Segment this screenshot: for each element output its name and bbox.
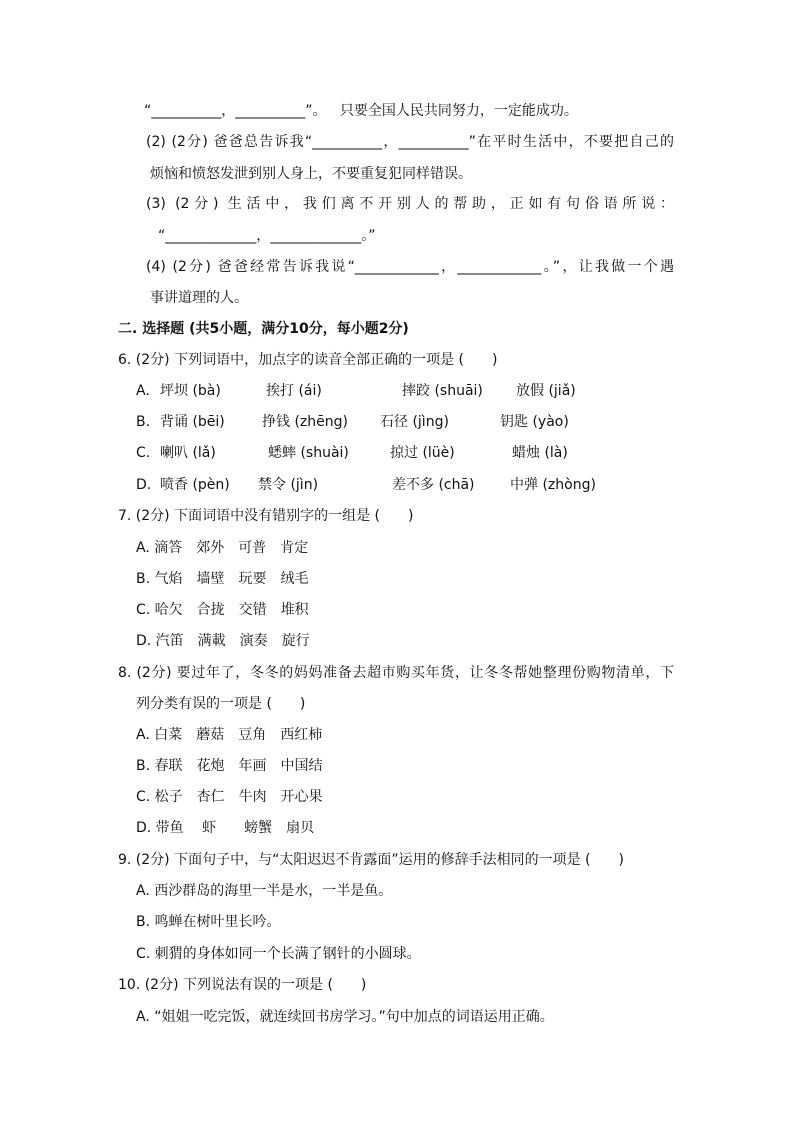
q8-option-a: A. 白菜 蘑菇 豆角 西红柿 — [136, 727, 323, 743]
q9-option-c: C. 刺猬的身体如同一个长满了钢针的小圆球。 — [136, 946, 421, 962]
q7-option-d: D. 汽笛 满載 演奏 旋行 — [136, 633, 310, 649]
option-word: 蜡烛 (là) — [512, 445, 568, 461]
option-word: 差不多 (chā) — [392, 477, 475, 493]
fill-q3-line-a: (3) (2分) 生活中，我们离不开别人的帮助，正如有句俗语所说： — [146, 196, 674, 212]
option-word: 蟋蟀 (shuài) — [268, 445, 349, 461]
q9-option-a: A. 西沙群岛的海里一半是水，一半是鱼。 — [136, 883, 393, 899]
fill-line-1: “__________，__________”。 只要全国人民共同努力，一定能成功。 — [144, 103, 578, 119]
option-word: 中弹 (zhòng) — [510, 477, 596, 493]
q7-option-a: A. 滴答 郊外 可普 肯定 — [136, 540, 309, 556]
q7-option-c: C. 哈欠 合拢 交错 堆积 — [136, 602, 309, 618]
q8-option-d: D. 带鱼 虾 螃蟹 扇贝 — [136, 820, 315, 836]
option-word: 坪坝 (bà) — [160, 383, 221, 399]
q10-option-a: A. “姐姐一吃完饭，就连续回书房学习。”句中加点的词语运用正确。 — [136, 1009, 554, 1025]
option-label: B. — [136, 414, 151, 430]
option-label: D. — [136, 477, 152, 493]
option-word: 摔跤 (shuāi) — [402, 383, 483, 399]
fill-q4-line-b: 事讲道理的人。 — [150, 290, 248, 306]
option-word: 掠过 (lüè) — [390, 445, 455, 461]
question-8-stem-b: 列分类有误的一项是 ( ) — [136, 696, 306, 712]
question-7-stem: 7. (2分) 下面词语中没有错别字的一组是 ( ) — [118, 508, 414, 524]
q8-option-c: C. 松子 杏仁 牛肉 开心果 — [136, 789, 323, 805]
fill-q3-line-b: “_____________，_____________。” — [158, 228, 376, 244]
question-8-stem-a: 8. (2分) 要过年了，冬冬的妈妈准备去超市购买年货，让冬冬帮她整理份购物清单，下 — [118, 665, 674, 681]
q8-option-b: B. 春联 花炮 年画 中国结 — [136, 758, 323, 774]
question-9-stem: 9. (2分) 下面句子中，与“太阳迟迟不肯露面”运用的修辞手法相同的一项是 ( ) — [118, 852, 624, 868]
option-label: C. — [136, 445, 151, 461]
fill-q4-line-a: (4) (2分) 爸爸经常告诉我说“____________，____________。”，让我做一个遇 — [146, 259, 674, 275]
question-6-stem: 6. (2分) 下列词语中，加点字的读音全部正确的一项是 ( ) — [118, 352, 498, 368]
q7-option-b: B. 气焰 墙壁 玩要 绒毛 — [136, 571, 309, 587]
fill-q2-line-a: (2) (2分) 爸爸总告诉我“__________，__________”在平时生活中，不要把自己的 — [146, 134, 674, 150]
question-10-stem: 10. (2分) 下列说法有误的一项是 ( ) — [118, 977, 367, 993]
option-word: 喇叭 (lǎ) — [160, 445, 216, 461]
option-word: 背诵 (bēi) — [160, 414, 225, 430]
option-word: 石径 (jìng) — [380, 414, 449, 430]
option-word: 喷香 (pèn) — [160, 477, 230, 493]
q9-option-b: B. 鸣蝉在树叶里长吟。 — [136, 914, 281, 930]
option-word: 禁令 (jìn) — [258, 477, 319, 493]
section-heading: 二. 选择题 (共5小题，满分10分，每小题2分) — [118, 321, 409, 337]
option-label: A. — [136, 383, 150, 399]
option-word: 放假 (jiǎ) — [516, 383, 576, 399]
option-word: 挣钱 (zhēng) — [262, 414, 348, 430]
option-word: 钥匙 (yào) — [500, 414, 569, 430]
option-word: 挨打 (ái) — [266, 383, 322, 399]
fill-q2-line-b: 烦恼和愤怒发泄到别人身上，不要重复犯同样错误。 — [150, 166, 472, 182]
